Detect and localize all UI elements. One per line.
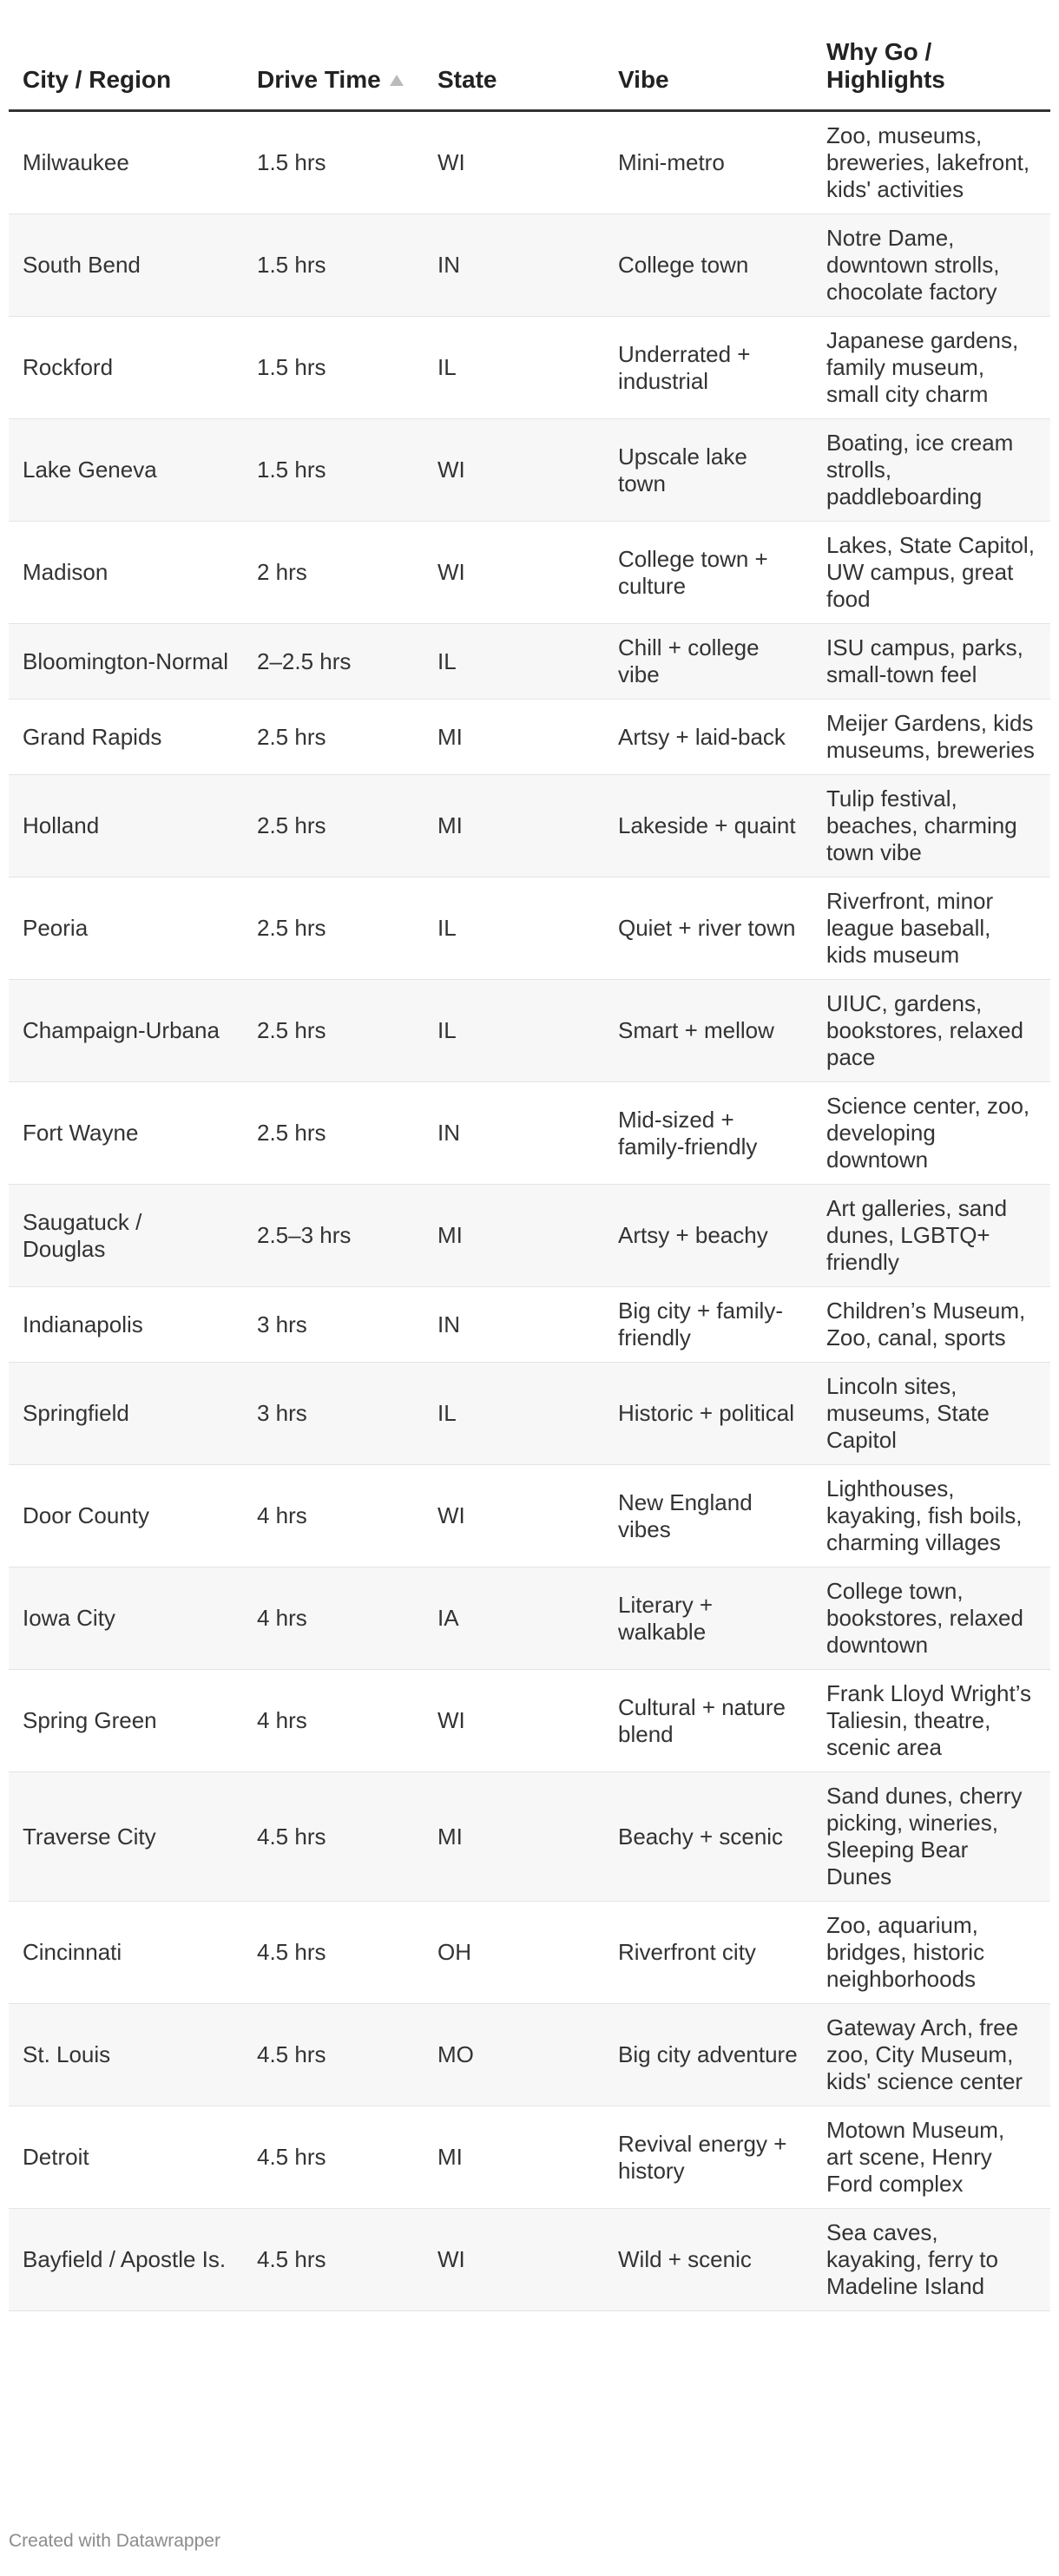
cell-drive-time: 2.5–3 hrs bbox=[243, 1185, 424, 1287]
destinations-table bbox=[9, 26, 1050, 2311]
cell-highlights: Boating, ice cream strolls, paddleboarding bbox=[812, 419, 1050, 522]
table-row bbox=[9, 1902, 1050, 2004]
cell-vibe: Literary + walkable bbox=[604, 1567, 812, 1670]
cell-vibe: Artsy + beachy bbox=[604, 1185, 812, 1287]
cell-city: Bloomington-Normal bbox=[9, 624, 243, 700]
table-row bbox=[9, 2209, 1050, 2311]
cell-city: Saugatuck / Douglas bbox=[9, 1185, 243, 1287]
cell-highlights: Lincoln sites, museums, State Capitol bbox=[812, 1363, 1050, 1465]
cell-state: IL bbox=[424, 624, 604, 700]
cell-city: Door County bbox=[9, 1465, 243, 1567]
cell-highlights: UIUC, gardens, bookstores, relaxed pace bbox=[812, 980, 1050, 1082]
table-row bbox=[9, 317, 1050, 419]
table-header bbox=[9, 26, 1050, 111]
cell-vibe: Chill + college vibe bbox=[604, 624, 812, 700]
cell-state: WI bbox=[424, 2209, 604, 2311]
cell-drive-time: 4.5 hrs bbox=[243, 1902, 424, 2004]
cell-drive-time: 2.5 hrs bbox=[243, 1082, 424, 1185]
table-row bbox=[9, 1670, 1050, 1772]
table-container bbox=[9, 26, 1050, 2311]
cell-vibe: Big city + family-friendly bbox=[604, 1287, 812, 1363]
cell-highlights: Riverfront, minor league baseball, kids museum bbox=[812, 877, 1050, 980]
column-header-label: Drive Time bbox=[257, 66, 381, 93]
cell-city: Milwaukee bbox=[9, 111, 243, 214]
cell-vibe: Mid-sized + family-friendly bbox=[604, 1082, 812, 1185]
cell-state: MI bbox=[424, 775, 604, 877]
cell-highlights: Lakes, State Capitol, UW campus, great food bbox=[812, 522, 1050, 624]
cell-vibe: Riverfront city bbox=[604, 1902, 812, 2004]
cell-city: Indianapolis bbox=[9, 1287, 243, 1363]
cell-state: WI bbox=[424, 1670, 604, 1772]
cell-state: IL bbox=[424, 980, 604, 1082]
table-row bbox=[9, 700, 1050, 775]
table-row bbox=[9, 775, 1050, 877]
cell-drive-time: 2.5 hrs bbox=[243, 700, 424, 775]
table-row bbox=[9, 214, 1050, 317]
cell-vibe: Wild + scenic bbox=[604, 2209, 812, 2311]
table-row bbox=[9, 980, 1050, 1082]
column-header-vibe[interactable] bbox=[604, 26, 812, 111]
cell-drive-time: 4.5 hrs bbox=[243, 2004, 424, 2106]
cell-vibe: Cultural + nature blend bbox=[604, 1670, 812, 1772]
cell-highlights: Lighthouses, kayaking, fish boils, charming villages bbox=[812, 1465, 1050, 1567]
cell-drive-time: 4 hrs bbox=[243, 1567, 424, 1670]
cell-state: MI bbox=[424, 1772, 604, 1902]
cell-city: Spring Green bbox=[9, 1670, 243, 1772]
cell-drive-time: 2.5 hrs bbox=[243, 980, 424, 1082]
cell-state: IL bbox=[424, 1363, 604, 1465]
cell-highlights: Gateway Arch, free zoo, City Museum, kids' science center bbox=[812, 2004, 1050, 2106]
cell-drive-time: 3 hrs bbox=[243, 1363, 424, 1465]
cell-highlights: Sand dunes, cherry picking, wineries, Sleeping Bear Dunes bbox=[812, 1772, 1050, 1902]
table-row bbox=[9, 2106, 1050, 2209]
cell-drive-time: 4 hrs bbox=[243, 1670, 424, 1772]
cell-highlights: Sea caves, kayaking, ferry to Madeline Island bbox=[812, 2209, 1050, 2311]
cell-vibe: New England vibes bbox=[604, 1465, 812, 1567]
column-header-label: City / Region bbox=[23, 66, 172, 93]
cell-drive-time: 4 hrs bbox=[243, 1465, 424, 1567]
table-row bbox=[9, 1287, 1050, 1363]
table-row bbox=[9, 419, 1050, 522]
cell-vibe: Beachy + scenic bbox=[604, 1772, 812, 1902]
cell-drive-time: 1.5 hrs bbox=[243, 317, 424, 419]
cell-drive-time: 4.5 hrs bbox=[243, 1772, 424, 1902]
cell-city: Fort Wayne bbox=[9, 1082, 243, 1185]
column-header-label: State bbox=[437, 66, 497, 93]
table-row bbox=[9, 522, 1050, 624]
cell-vibe: College town bbox=[604, 214, 812, 317]
cell-drive-time: 2.5 hrs bbox=[243, 877, 424, 980]
cell-city: Peoria bbox=[9, 877, 243, 980]
cell-highlights: Science center, zoo, developing downtown bbox=[812, 1082, 1050, 1185]
column-header-label: Why Go / Highlights bbox=[826, 38, 945, 93]
cell-vibe: Upscale lake town bbox=[604, 419, 812, 522]
table-row bbox=[9, 1772, 1050, 1902]
cell-vibe: Artsy + laid-back bbox=[604, 700, 812, 775]
table-row bbox=[9, 1185, 1050, 1287]
cell-city: Iowa City bbox=[9, 1567, 243, 1670]
cell-vibe: Historic + political bbox=[604, 1363, 812, 1465]
table-row bbox=[9, 1567, 1050, 1670]
cell-vibe: Mini-metro bbox=[604, 111, 812, 214]
cell-state: MO bbox=[424, 2004, 604, 2106]
cell-state: IN bbox=[424, 1082, 604, 1185]
cell-city: Lake Geneva bbox=[9, 419, 243, 522]
cell-highlights: Art galleries, sand dunes, LGBTQ+ friendly bbox=[812, 1185, 1050, 1287]
cell-city: Cincinnati bbox=[9, 1902, 243, 2004]
cell-vibe: Underrated + industrial bbox=[604, 317, 812, 419]
cell-vibe: Big city adventure bbox=[604, 2004, 812, 2106]
cell-vibe: Smart + mellow bbox=[604, 980, 812, 1082]
table-row bbox=[9, 2004, 1050, 2106]
cell-drive-time: 4.5 hrs bbox=[243, 2209, 424, 2311]
cell-city: Detroit bbox=[9, 2106, 243, 2209]
cell-drive-time: 2–2.5 hrs bbox=[243, 624, 424, 700]
cell-state: WI bbox=[424, 419, 604, 522]
cell-drive-time: 2 hrs bbox=[243, 522, 424, 624]
cell-drive-time: 1.5 hrs bbox=[243, 419, 424, 522]
footer-credit: Created with Datawrapper bbox=[9, 2531, 220, 2551]
cell-highlights: Zoo, museums, breweries, lakefront, kids' activities bbox=[812, 111, 1050, 214]
cell-city: Bayfield / Apostle Is. bbox=[9, 2209, 243, 2311]
cell-highlights: Children’s Museum, Zoo, canal, sports bbox=[812, 1287, 1050, 1363]
cell-state: WI bbox=[424, 522, 604, 624]
cell-highlights: Zoo, aquarium, bridges, historic neighborhoods bbox=[812, 1902, 1050, 2004]
cell-state: MI bbox=[424, 1185, 604, 1287]
cell-state: WI bbox=[424, 111, 604, 214]
cell-city: Traverse City bbox=[9, 1772, 243, 1902]
cell-city: Rockford bbox=[9, 317, 243, 419]
table-row bbox=[9, 877, 1050, 980]
cell-city: Holland bbox=[9, 775, 243, 877]
table-body bbox=[9, 111, 1050, 2311]
cell-vibe: Quiet + river town bbox=[604, 877, 812, 980]
cell-state: OH bbox=[424, 1902, 604, 2004]
table-row bbox=[9, 111, 1050, 214]
cell-highlights: ISU campus, parks, small-town feel bbox=[812, 624, 1050, 700]
cell-highlights: Meijer Gardens, kids museums, breweries bbox=[812, 700, 1050, 775]
cell-vibe: Revival energy + history bbox=[604, 2106, 812, 2209]
column-header-highlights[interactable] bbox=[812, 26, 1050, 111]
column-header-label: Vibe bbox=[618, 66, 669, 93]
cell-city: Madison bbox=[9, 522, 243, 624]
cell-drive-time: 4.5 hrs bbox=[243, 2106, 424, 2209]
cell-highlights: Japanese gardens, family museum, small city charm bbox=[812, 317, 1050, 419]
cell-state: IN bbox=[424, 214, 604, 317]
cell-state: MI bbox=[424, 2106, 604, 2209]
table-row bbox=[9, 1363, 1050, 1465]
cell-vibe: College town + culture bbox=[604, 522, 812, 624]
cell-state: IA bbox=[424, 1567, 604, 1670]
cell-state: MI bbox=[424, 700, 604, 775]
cell-city: Springfield bbox=[9, 1363, 243, 1465]
cell-city: South Bend bbox=[9, 214, 243, 317]
column-header-city[interactable] bbox=[9, 26, 243, 111]
cell-highlights: Tulip festival, beaches, charming town vibe bbox=[812, 775, 1050, 877]
cell-drive-time: 3 hrs bbox=[243, 1287, 424, 1363]
column-header-drive-time[interactable] bbox=[243, 26, 424, 111]
header-row bbox=[9, 26, 1050, 111]
table-row bbox=[9, 1082, 1050, 1185]
cell-highlights: Notre Dame, downtown strolls, chocolate factory bbox=[812, 214, 1050, 317]
cell-highlights: Frank Lloyd Wright’s Taliesin, theatre, scenic area bbox=[812, 1670, 1050, 1772]
cell-state: IL bbox=[424, 317, 604, 419]
cell-highlights: Motown Museum, art scene, Henry Ford complex bbox=[812, 2106, 1050, 2209]
cell-vibe: Lakeside + quaint bbox=[604, 775, 812, 877]
table-row bbox=[9, 624, 1050, 700]
cell-drive-time: 1.5 hrs bbox=[243, 214, 424, 317]
cell-city: Grand Rapids bbox=[9, 700, 243, 775]
cell-highlights: College town, bookstores, relaxed downtown bbox=[812, 1567, 1050, 1670]
column-header-state[interactable] bbox=[424, 26, 604, 111]
cell-drive-time: 2.5 hrs bbox=[243, 775, 424, 877]
cell-state: IL bbox=[424, 877, 604, 980]
cell-drive-time: 1.5 hrs bbox=[243, 111, 424, 214]
cell-state: WI bbox=[424, 1465, 604, 1567]
table-row bbox=[9, 1465, 1050, 1567]
cell-city: Champaign-Urbana bbox=[9, 980, 243, 1082]
cell-state: IN bbox=[424, 1287, 604, 1363]
cell-city: St. Louis bbox=[9, 2004, 243, 2106]
sort-ascending-icon[interactable] bbox=[390, 75, 404, 86]
